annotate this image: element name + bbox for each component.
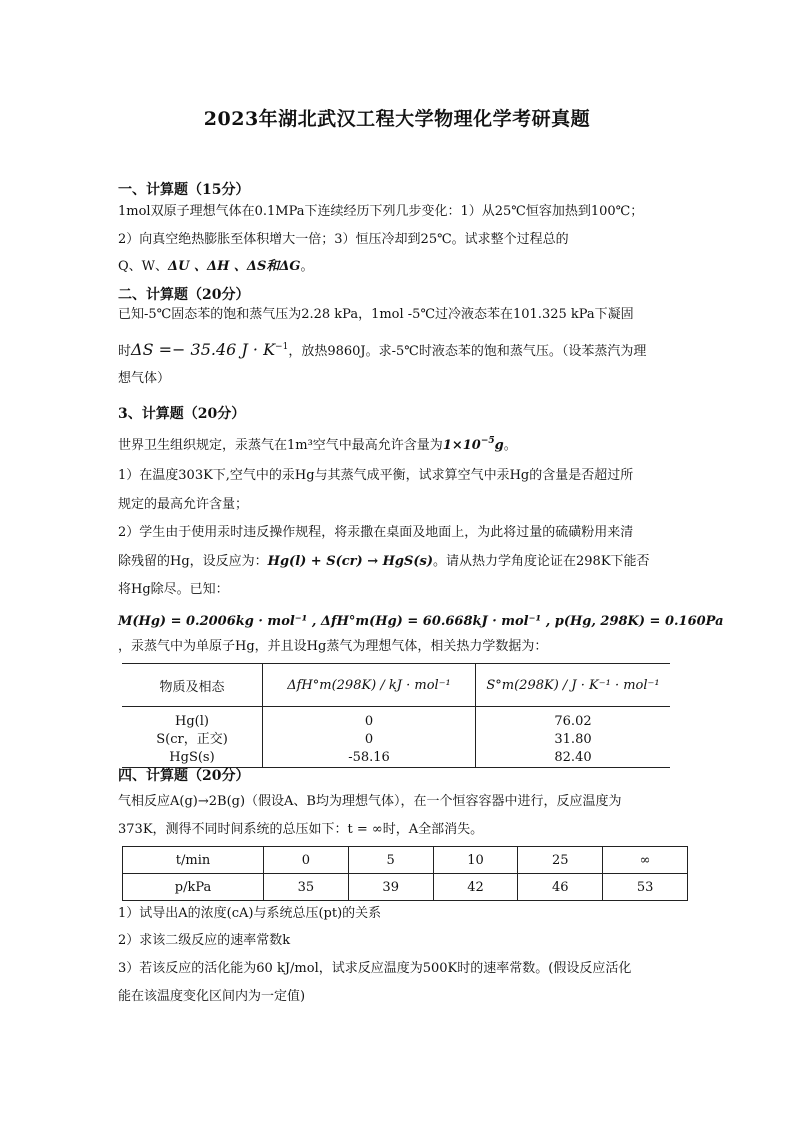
table-cell: Hg(l)	[175, 714, 209, 729]
q4-s2: 2）求该二级反应的速率常数k	[118, 933, 291, 948]
q2-line2-math: ΔS =− 35.46 J · K	[131, 340, 276, 359]
table-header: ΔfH°m(298K) / kJ · mol⁻¹	[263, 664, 476, 707]
table-cell: S(cr，正交)	[156, 732, 228, 747]
table-cell: 10	[433, 847, 518, 874]
q3-heading: 3、计算题（20分）	[118, 406, 246, 422]
table-cell: p/kPa	[123, 874, 264, 901]
q1-line3-text: Q、W、	[118, 259, 169, 274]
table-row	[122, 731, 670, 749]
table-row	[122, 749, 670, 768]
q4-s3a: 3）若该反应的活化能为60 kJ/mol，试求反应温度为500K时的速率常数。(假设反应活化	[118, 961, 632, 976]
q4-s3b: 能在该温度变化区间内为一定值)	[118, 989, 306, 1004]
q2-heading: 二、计算题（20分）	[118, 287, 250, 303]
q1-heading: 一、计算题（15分）	[118, 182, 250, 198]
q3-p2b-post: 。请从热力学角度论证在298K下能否	[433, 554, 650, 569]
table-cell: 0	[263, 707, 476, 732]
q2-line2-pre: 时	[118, 344, 132, 359]
q1-line3-math: ΔU 、ΔH 、ΔS和ΔG	[168, 259, 301, 274]
q3-line1	[118, 432, 517, 455]
table-cell: 82.40	[476, 749, 671, 768]
table-cell: ∞	[603, 847, 688, 874]
table-row	[122, 707, 670, 732]
q3-p2b-pre: 除残留的Hg，设反应为：	[118, 554, 268, 569]
q1-line1: 1mol双原子理想气体在0.1MPa下连续经历下列几步变化：1）从25℃恒容加热到100℃；	[118, 204, 644, 219]
table-cell: 53	[603, 874, 688, 901]
q2-line2	[118, 338, 646, 361]
table-cell: HgS(s)	[122, 749, 263, 768]
q3-line1-math: 1×10	[442, 438, 481, 453]
page-title: 2023年湖北武汉工程大学物理化学考研真题	[203, 108, 591, 130]
q4-s1: 1）试导出A的浓度(cA)与系统总压(pt)的关系	[118, 906, 382, 921]
table-cell: 31.80	[554, 732, 592, 747]
table-header-row	[122, 664, 670, 707]
table-row	[123, 874, 688, 901]
table-cell: 35	[264, 874, 349, 901]
pressure-time-table	[122, 846, 688, 901]
q3-given-post: ，汞蒸气中为单原子Hg，并且设Hg蒸气为理想气体，相关热力学数据为：	[118, 639, 548, 654]
table-row	[123, 847, 688, 874]
table-header: S°m(298K) / J · K⁻¹ · mol⁻¹	[476, 664, 671, 707]
q4-heading: 四、计算题（20分）	[118, 768, 250, 784]
q3-p2c: 将Hg除尽。已知：	[118, 582, 229, 597]
q4-line2: 373K，测得不同时间系统的总压如下：t = ∞时，A全部消失。	[118, 822, 484, 837]
q3-p1b: 规定的最高允许含量；	[118, 497, 249, 512]
q2-line1: 已知-5℃固态苯的饱和蒸气压为2.28 kPa，1mol -5℃过冷液态苯在101.325 kPa下凝固	[118, 307, 634, 322]
thermo-data-table	[122, 663, 670, 768]
table-cell: t/min	[123, 847, 264, 874]
q4-line1: 气相反应A(g)→2B(g)（假设A、B均为理想气体），在一个恒容容器中进行，反应温度为	[118, 794, 622, 809]
q3-reaction-math: Hg(l) + S(cr) → HgS(s)	[267, 554, 434, 569]
q3-p1a: 1）在温度303K下,空气中的汞Hg与其蒸气成平衡，试求算空气中汞Hg的含量是否超过所	[118, 468, 634, 483]
q3-p2b	[118, 553, 650, 571]
q2-line2-post: ，放热9860J。求-5℃时液态苯的饱和蒸气压。（设苯蒸汽为理	[288, 344, 647, 359]
table-cell: 46	[518, 874, 603, 901]
q3-given-math: M(Hg) = 0.2006kg · mol⁻¹ , ΔfH°m(Hg) = 60.668kJ · mol⁻¹ , p(Hg, 298K) = 0.160Pa	[118, 614, 724, 629]
q1-line2: 2）向真空绝热膨胀至体积增大一倍；3）恒压冷却到25℃。试求整个过程总的	[118, 232, 569, 247]
q2-line3: 想气体）	[118, 371, 171, 386]
q3-line1-pre: 世界卫生组织规定，汞蒸气在1m³空气中最高允许含量为	[118, 438, 443, 453]
table-header: 物质及相态	[122, 664, 263, 707]
q2-line2-exp: −1	[275, 342, 289, 352]
table-cell: 0	[263, 731, 476, 749]
q1-line3-end: 。	[300, 259, 314, 274]
q3-p2a: 2）学生由于使用汞时违反操作规程，将汞撒在桌面及地面上，为此将过量的硫磺粉用来清	[118, 525, 634, 540]
table-cell: 5	[348, 847, 433, 874]
table-cell: 76.02	[554, 714, 592, 729]
q3-line1-unit: g	[494, 438, 504, 453]
table-cell: 39	[348, 874, 433, 901]
table-cell: -58.16	[263, 749, 476, 768]
q3-line1-exp: −5	[480, 436, 495, 446]
table-cell: 0	[264, 847, 349, 874]
q1-line3	[118, 258, 314, 276]
table-cell: 42	[433, 874, 518, 901]
table-cell: 25	[518, 847, 603, 874]
q3-line1-post: 。	[503, 438, 517, 453]
